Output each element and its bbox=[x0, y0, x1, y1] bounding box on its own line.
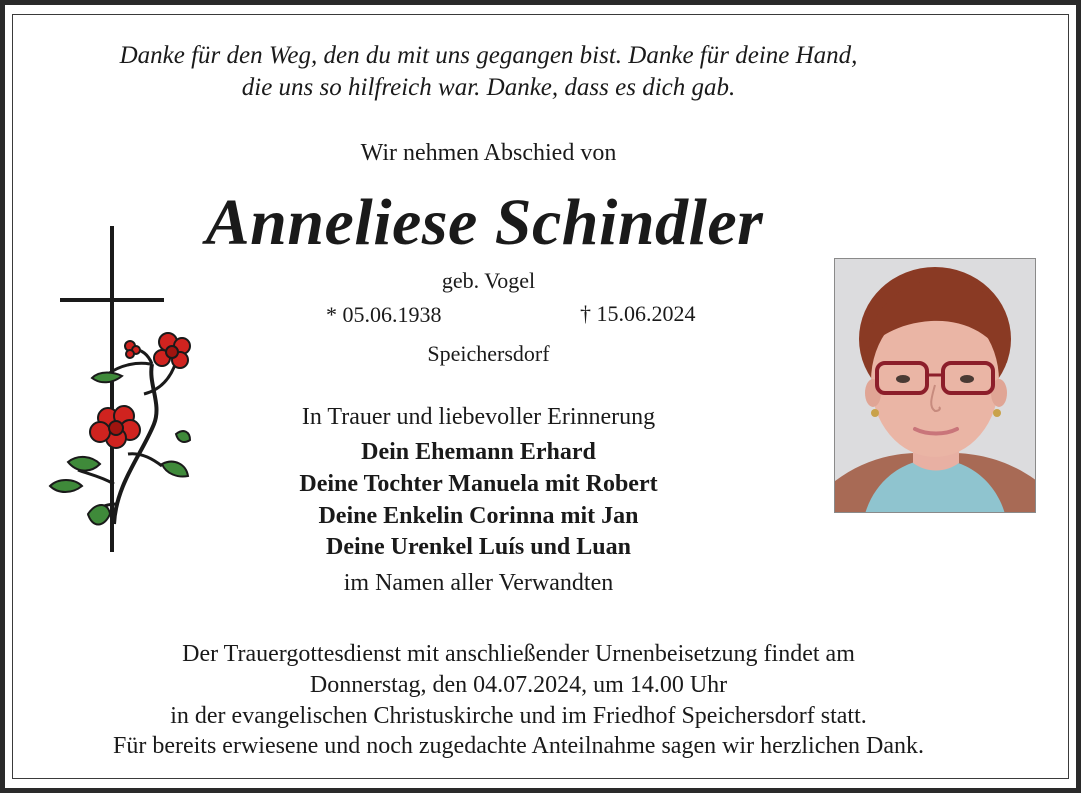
family-member: Dein Ehemann Erhard bbox=[361, 439, 596, 465]
cross-with-flowers-icon bbox=[44, 224, 204, 558]
service-line-2: Donnerstag, den 04.07.2024, um 14.00 Uhr bbox=[309, 672, 728, 698]
maiden-name: geb. Vogel bbox=[441, 268, 536, 293]
death-date: † 15.06.2024 bbox=[580, 301, 696, 326]
portrait-illustration bbox=[835, 259, 1036, 513]
place-name: Speichersdorf bbox=[427, 341, 550, 366]
family-member: Deine Urenkel Luís und Luan bbox=[326, 534, 631, 560]
poem-line-2: die uns so hilfreich war. Danke, dass es dich gab. bbox=[241, 74, 736, 101]
deceased-name: Anneliese Schindler bbox=[205, 186, 764, 259]
family-member: Deine Tochter Manuela mit Robert bbox=[299, 471, 658, 497]
birth-date: * 05.06.1938 bbox=[326, 302, 442, 327]
poem-line-1: Danke für den Weg, den du mit uns gegangen bist. Danke für deine Hand, bbox=[119, 42, 858, 69]
intro-text: Wir nehmen Abschied von bbox=[360, 140, 617, 166]
mourning-line: In Trauer und liebevoller Erinnerung bbox=[301, 404, 656, 430]
service-line-1: Der Trauergottesdienst mit anschließender Urnenbeisetzung findet am bbox=[182, 641, 855, 667]
service-line-3: in der evangelischen Christuskirche und im Friedhof Speichersdorf statt. bbox=[170, 703, 867, 729]
portrait-photo bbox=[834, 258, 1036, 513]
relatives-line: im Namen aller Verwandten bbox=[343, 570, 614, 596]
service-line-4: Für bereits erwiesene und noch zugedachte Anteilnahme sagen wir herzlichen Dank. bbox=[112, 733, 925, 759]
family-member: Deine Enkelin Corinna mit Jan bbox=[318, 503, 639, 529]
